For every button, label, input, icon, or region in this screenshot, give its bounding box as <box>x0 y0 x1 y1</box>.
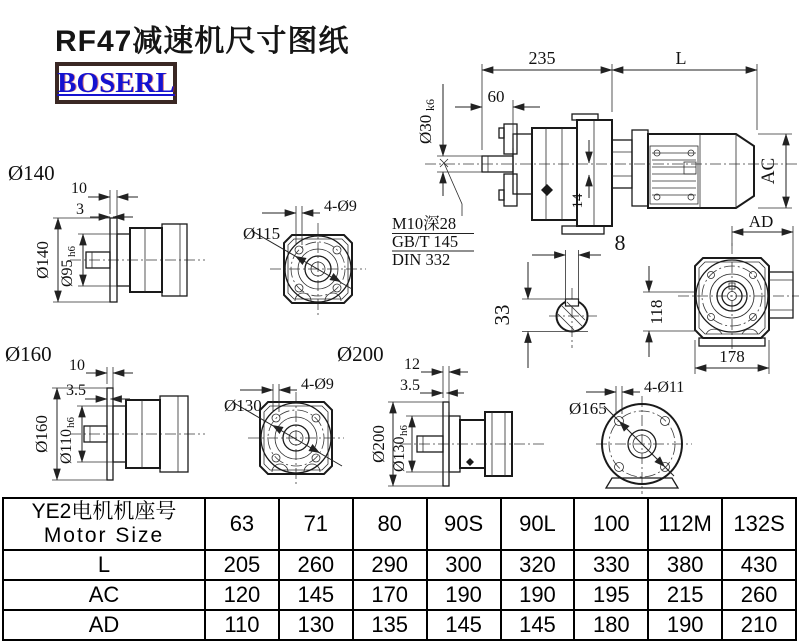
dim-value-cell: 330 <box>574 550 648 580</box>
dim-value-cell: 110 <box>205 610 279 640</box>
bolt-circle-115-label: Ø115 <box>243 224 281 243</box>
dim-AC-label <box>758 158 779 184</box>
motor-size-header: 63 <box>205 498 279 550</box>
motor-size-header: 100 <box>574 498 648 550</box>
dim-8-label: 8 <box>614 230 626 255</box>
svg-text:k6: k6 <box>423 99 437 111</box>
table-row <box>3 610 796 640</box>
svg-text:14: 14 <box>570 193 586 209</box>
svg-text:h6: h6 <box>398 425 410 436</box>
motor-size-table <box>2 497 797 641</box>
motor-size-header: 80 <box>353 498 427 550</box>
flange-face-115 <box>243 198 366 315</box>
vent-plug-symbol <box>466 458 474 466</box>
svg-text:Ø30: Ø30 <box>416 114 435 144</box>
bolt-circle-130-label: Ø130 <box>224 396 262 415</box>
motor-end-view <box>643 243 799 374</box>
dim-10-label-140: 10 <box>71 180 87 197</box>
motor-size-header: 112M <box>648 498 722 550</box>
bolt-circle-165-label: Ø165 <box>569 399 607 418</box>
dim-value-cell: 260 <box>279 550 353 580</box>
dim-value-cell: 135 <box>353 610 427 640</box>
dim-value-cell: 380 <box>648 550 722 580</box>
svg-text:h6: h6 <box>66 246 78 257</box>
view-140-title: Ø140 <box>8 161 55 185</box>
motor-size-header: 71 <box>279 498 353 550</box>
holes-165-label: 4-Ø11 <box>644 379 685 396</box>
main-side-view <box>392 48 797 272</box>
dim-outer-200-label <box>369 425 388 463</box>
svg-text:Ø160: Ø160 <box>32 415 51 453</box>
row-label: L <box>3 550 205 580</box>
dim-value-cell: 320 <box>501 550 575 580</box>
svg-text:h6: h6 <box>65 417 77 428</box>
dim-value-cell: 195 <box>574 580 648 610</box>
dim-outer-140-label <box>33 241 52 279</box>
dim-value-cell: 215 <box>648 580 722 610</box>
dim-value-cell: 190 <box>427 580 501 610</box>
dim-value-cell: 210 <box>722 610 796 640</box>
dim-value-cell: 180 <box>574 610 648 640</box>
dim-value-cell: 430 <box>722 550 796 580</box>
svg-text:Ø110: Ø110 <box>58 429 75 464</box>
flange-view-160 <box>5 342 205 480</box>
svg-text:Ø200: Ø200 <box>369 425 388 463</box>
svg-text:AC: AC <box>758 157 779 185</box>
dim-33-label <box>490 305 514 326</box>
table-header-row <box>3 498 796 550</box>
view-200-title: Ø200 <box>337 342 384 366</box>
view-160-title: Ø160 <box>5 342 52 366</box>
dim-table-body <box>3 498 796 640</box>
dim-value-cell: 190 <box>648 610 722 640</box>
dim-value-cell: 300 <box>427 550 501 580</box>
dim-value-cell: 205 <box>205 550 279 580</box>
dim-value-cell: 130 <box>279 610 353 640</box>
flange-face-130 <box>224 376 344 484</box>
dim-60-label: 60 <box>487 87 505 106</box>
motor-size-header: 90S <box>427 498 501 550</box>
table-header-cell <box>3 498 205 550</box>
dim-35-label-200: 3.5 <box>400 377 420 394</box>
dim-118-label <box>647 300 666 325</box>
table-row <box>3 580 796 610</box>
dim-shaft-dia-label <box>416 99 437 144</box>
dim-value-cell: 145 <box>501 610 575 640</box>
tap-note-line1: M10深28 <box>392 214 457 233</box>
dim-value-cell: 260 <box>722 580 796 610</box>
shaft-key-section <box>490 230 626 368</box>
table-row <box>3 550 796 580</box>
dim-3-label-140: 3 <box>76 201 84 218</box>
svg-text:Ø95: Ø95 <box>59 259 76 287</box>
svg-text:Ø130: Ø130 <box>391 436 408 472</box>
dim-12-label-200: 12 <box>404 356 420 373</box>
dim-value-cell: 145 <box>427 610 501 640</box>
tap-note-line2: GB/T 145 <box>392 232 459 251</box>
motor-size-header: 132S <box>722 498 796 550</box>
dim-178-label: 178 <box>719 347 745 366</box>
dim-pilot-130-label <box>391 425 410 473</box>
dim-value-cell: 120 <box>205 580 279 610</box>
flange-view-140 <box>8 161 205 302</box>
table-header-en: Motor Size <box>43 524 165 547</box>
tap-note-line3: DIN 332 <box>392 250 451 269</box>
svg-text:Ø140: Ø140 <box>33 241 52 279</box>
holes-115-label: 4-Ø9 <box>324 198 357 215</box>
dim-value-cell: 170 <box>353 580 427 610</box>
dim-pilot-95-label <box>59 246 78 288</box>
dim-outer-160-label <box>32 415 51 453</box>
svg-text:33: 33 <box>490 304 514 326</box>
dim-35-label-160: 3.5 <box>66 382 86 399</box>
dim-value-cell: 290 <box>353 550 427 580</box>
page-title: RF47减速机尺寸图纸 <box>55 25 350 58</box>
holes-130-label: 4-Ø9 <box>301 376 334 393</box>
dim-value-cell: 190 <box>501 580 575 610</box>
row-label: AC <box>3 580 205 610</box>
vent-plug-symbol <box>541 184 553 196</box>
flange-view-200 <box>337 342 545 486</box>
table-header-cn: YE2电机机座号 <box>31 499 177 523</box>
dim-L-label: L <box>675 48 687 68</box>
motor-size-header: 90L <box>501 498 575 550</box>
dim-235-label: 235 <box>528 48 556 68</box>
row-label: AD <box>3 610 205 640</box>
dim-pilot-110-label <box>58 417 77 465</box>
dim-value-cell: 145 <box>279 580 353 610</box>
dim-10-label-160: 10 <box>69 357 85 374</box>
flange-face-165 <box>569 379 692 494</box>
dim-14-label <box>570 193 586 209</box>
dim-AD-label: AD <box>748 212 774 231</box>
svg-text:118: 118 <box>647 299 666 325</box>
logo-text: BOSERL <box>57 66 175 99</box>
